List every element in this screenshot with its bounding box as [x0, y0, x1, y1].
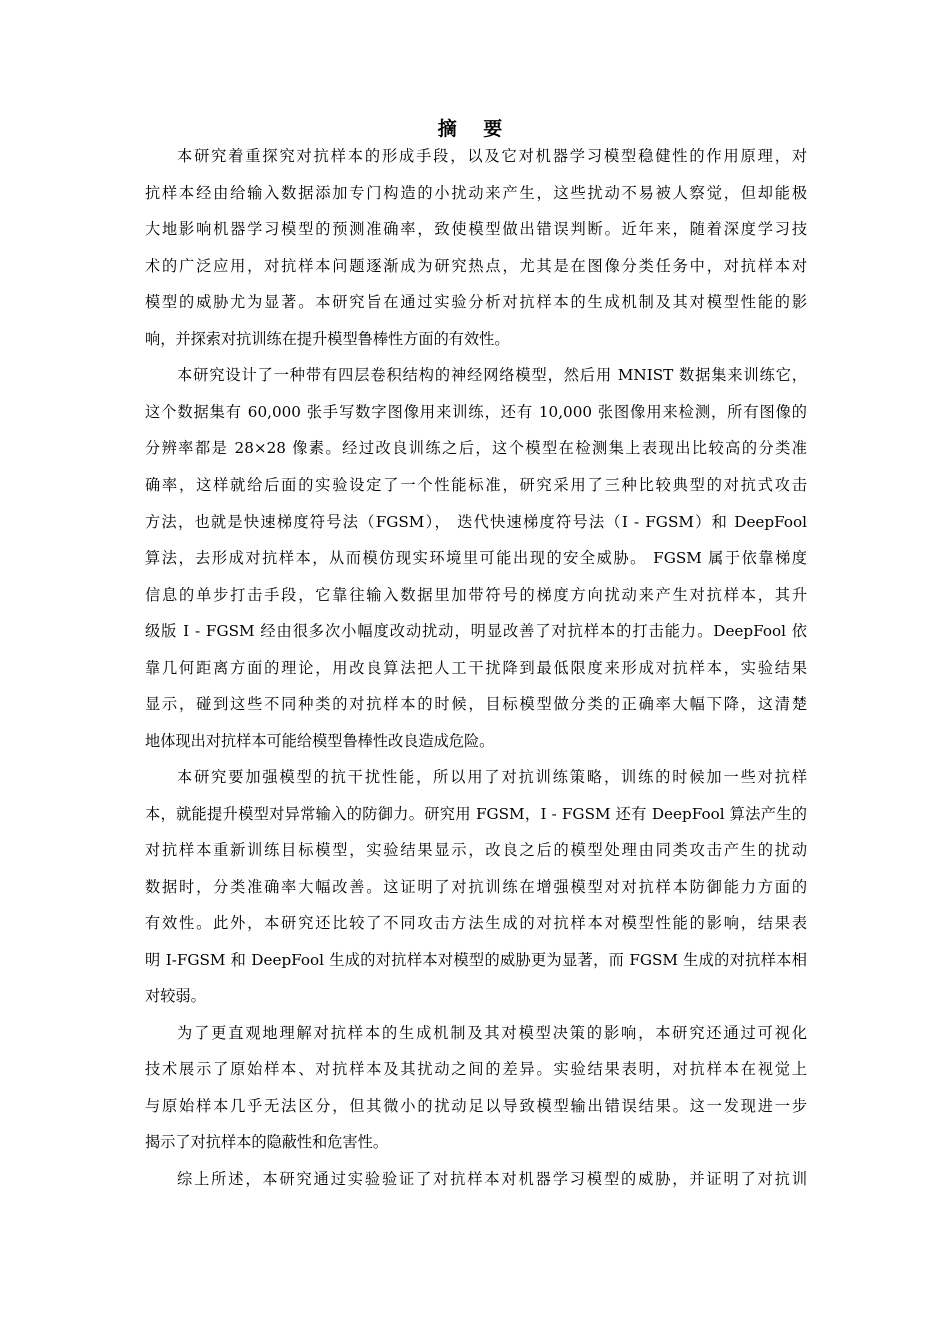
paragraph-4-line-1: 为了更直观地理解对抗样本的生成机制及其对模型决策的影响，本研究还通过可视化 — [177, 1024, 807, 1042]
paragraph-3-line-7: 对较弱。 — [145, 987, 206, 1005]
abstract-title: 摘 要 — [437, 118, 513, 140]
paragraph-1-line-5: 模型的威胁尤为显著。本研究旨在通过实验分析对抗样本的生成机制及其对模型性能的影 — [145, 293, 807, 311]
paragraph-1-line-6: 响，并探索对抗训练在提升模型鲁棒性方面的有效性。 — [145, 330, 510, 348]
paragraph-2-line-8: 级版 I - FGSM 经由很多次小幅度改动扰动，明显改善了对抗样本的打击能力。DeepFool 依 — [145, 622, 807, 640]
paragraph-3-line-1: 本研究要加强模型的抗干扰性能，所以用了对抗训练策略，训练的时候加一些对抗样 — [177, 768, 807, 786]
paragraph-2-line-11: 地体现出对抗样本可能给模型鲁棒性改良造成危险。 — [145, 732, 495, 750]
paragraph-1-line-4: 术的广泛应用，对抗样本问题逐渐成为研究热点，尤其是在图像分类任务中，对抗样本对 — [145, 257, 807, 275]
paragraph-2-line-4: 确率，这样就给后面的实验设定了一个性能标准，研究采用了三种比较典型的对抗式攻击 — [145, 476, 807, 494]
paragraph-3-line-2: 本，就能提升模型对异常输入的防御力。研究用 FGSM，I - FGSM 还有 DeepFool 算法产生的 — [145, 805, 807, 823]
paragraph-1-line-3: 大地影响机器学习模型的预测准确率，致使模型做出错误判断。近年来，随着深度学习技 — [145, 220, 807, 238]
paragraph-3-line-6: 明 I-FGSM 和 DeepFool 生成的对抗样本对模型的威胁更为显著，而 FGSM 生成的对抗样本相 — [145, 951, 807, 969]
paragraph-2-line-2: 这个数据集有 60,000 张手写数字图像用来训练，还有 10,000 张图像用来检测，所有图像的 — [145, 403, 807, 421]
paragraph-2-line-3: 分辨率都是 28×28 像素。经过改良训练之后，这个模型在检测集上表现出比较高的分类准 — [145, 439, 807, 457]
paragraph-2-line-9: 靠几何距离方面的理论，用改良算法把人工干扰降到最低限度来形成对抗样本，实验结果 — [145, 659, 807, 677]
paragraph-2-line-5: 方法，也就是快速梯度符号法（FGSM）， 迭代快速梯度符号法（I - FGSM）和 DeepFool — [145, 513, 807, 531]
paragraph-3-line-4: 数据时，分类准确率大幅改善。这证明了对抗训练在增强模型对对抗样本防御能力方面的 — [145, 878, 807, 896]
paragraph-1-line-2: 抗样本经由给输入数据添加专门构造的小扰动来产生，这些扰动不易被人察觉，但却能极 — [145, 184, 807, 202]
paragraph-2-line-6: 算法，去形成对抗样本，从而模仿现实环境里可能出现的安全威胁。 FGSM 属于依靠梯度 — [145, 549, 807, 567]
paragraph-2-line-10: 显示，碰到这些不同种类的对抗样本的时候，目标模型做分类的正确率大幅下降，这清楚 — [145, 695, 807, 713]
paragraph-3-line-3: 对抗样本重新训练目标模型，实验结果显示，改良之后的模型处理由同类攻击产生的扰动 — [145, 841, 807, 859]
paragraph-2-line-7: 信息的单步打击手段，它靠往输入数据里加带符号的梯度方向扰动来产生对抗样本，其升 — [145, 586, 807, 604]
paragraph-1-line-1: 本研究着重探究对抗样本的形成手段，以及它对机器学习模型稳健性的作用原理，对 — [177, 147, 807, 165]
paragraph-3-line-5: 有效性。此外，本研究还比较了不同攻击方法生成的对抗样本对模型性能的影响，结果表 — [145, 914, 807, 932]
paragraph-5-line-1: 综上所述，本研究通过实验验证了对抗样本对机器学习模型的威胁，并证明了对抗训 — [177, 1170, 807, 1188]
paragraph-4-line-3: 与原始样本几乎无法区分，但其微小的扰动足以导致模型输出错误结果。这一发现进一步 — [145, 1097, 807, 1115]
paragraph-4-line-2: 技术展示了原始样本、对抗样本及其扰动之间的差异。实验结果表明，对抗样本在视觉上 — [145, 1060, 807, 1078]
paragraph-4-line-4: 揭示了对抗样本的隐蔽性和危害性。 — [145, 1133, 388, 1151]
paragraph-2-line-1: 本研究设计了一种带有四层卷积结构的神经网络模型，然后用 MNIST 数据集来训练它， — [177, 366, 807, 384]
